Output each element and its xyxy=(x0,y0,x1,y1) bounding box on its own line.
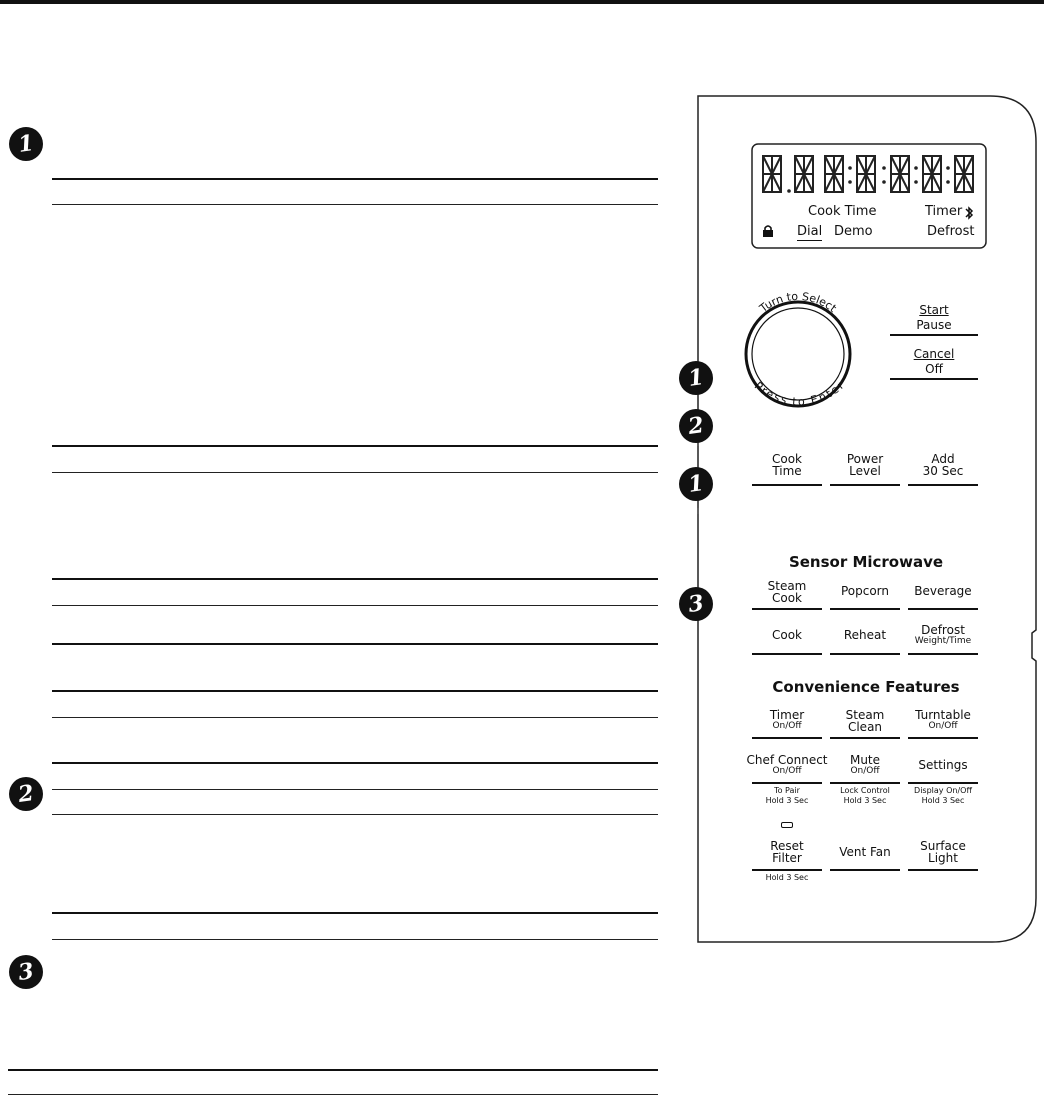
top-rule xyxy=(0,0,1044,4)
bluetooth-icon xyxy=(964,205,974,221)
lcd-dial: Dial xyxy=(797,224,823,239)
cancel-off-button[interactable] xyxy=(890,348,978,375)
steam-cook-button[interactable]: Steam Cook xyxy=(752,580,822,604)
cook-button[interactable]: Cook xyxy=(752,629,822,641)
vent-fan-button[interactable]: Vent Fan xyxy=(830,846,900,858)
start-label: Start xyxy=(919,303,949,317)
mute-button[interactable]: Mute On/Off Lock Control Hold 3 Sec xyxy=(830,754,900,777)
add-30-sec-button[interactable]: Add 30 Sec xyxy=(908,453,978,477)
rule xyxy=(52,717,658,718)
rule xyxy=(52,939,658,940)
power-level-button[interactable]: Power Level xyxy=(830,453,900,477)
rule xyxy=(8,1094,658,1095)
rule xyxy=(52,445,658,447)
rule xyxy=(52,643,658,645)
timer-button[interactable]: Timer On/Off xyxy=(752,709,822,732)
rule xyxy=(52,204,658,205)
popcorn-button[interactable]: Popcorn xyxy=(830,585,900,597)
lcd-cook-time: Cook Time xyxy=(808,204,877,219)
dial-bottom-text: Press to Enter xyxy=(751,379,847,409)
rule xyxy=(8,1069,658,1071)
lcd-demo: Demo xyxy=(834,224,873,239)
panel-callout-1b: 1 xyxy=(678,466,714,502)
panel-callout-3: 3 xyxy=(678,586,714,622)
filter-indicator-light xyxy=(781,822,793,828)
rule xyxy=(52,814,658,815)
rule xyxy=(52,762,658,764)
lcd-timer: Timer xyxy=(925,204,963,219)
settings-button[interactable]: Settings Display On/Off Hold 3 Sec xyxy=(908,759,978,771)
turntable-button[interactable]: Turntable On/Off xyxy=(908,709,978,732)
defrost-button[interactable]: Defrost Weight/Time xyxy=(908,624,978,647)
segment-display xyxy=(762,154,978,198)
sensor-microwave-title: Sensor Microwave xyxy=(788,553,944,571)
callout-badge-1: 1 xyxy=(8,126,44,162)
reset-filter-button[interactable]: Reset Filter Hold 3 Sec xyxy=(752,840,822,864)
rule xyxy=(52,578,658,580)
panel-callout-2: 2 xyxy=(678,408,714,444)
rule xyxy=(52,690,658,692)
lcd-defrost: Defrost xyxy=(927,224,975,239)
convenience-features-title: Convenience Features xyxy=(772,678,960,696)
rule xyxy=(52,178,658,180)
svg-text:Turn to Select xyxy=(756,290,839,316)
cook-time-button[interactable]: Cook Time xyxy=(752,453,822,477)
turn-to-select-dial[interactable] xyxy=(728,278,868,428)
surface-light-button[interactable]: Surface Light xyxy=(908,840,978,864)
rule xyxy=(52,789,658,790)
panel-callout-1: 1 xyxy=(678,360,714,396)
start-pause-button[interactable] xyxy=(890,304,978,331)
rule xyxy=(52,912,658,914)
beverage-button[interactable]: Beverage xyxy=(908,585,978,597)
off-label: Off xyxy=(925,362,943,376)
callout-badge-2: 2 xyxy=(8,776,44,812)
cancel-label: Cancel xyxy=(913,347,955,361)
rule xyxy=(52,472,658,473)
dial-top-text: Turn to Select xyxy=(757,289,839,316)
reheat-button[interactable]: Reheat xyxy=(830,629,900,641)
control-panel-outline xyxy=(690,90,1044,950)
rule xyxy=(52,605,658,606)
pause-label: Pause xyxy=(916,318,952,332)
steam-clean-button[interactable]: Steam Clean xyxy=(830,709,900,733)
callout-badge-3: 3 xyxy=(8,954,44,990)
lock-icon xyxy=(762,224,774,238)
chef-connect-button[interactable]: Chef Connect On/Off To Pair Hold 3 Sec xyxy=(746,753,828,805)
